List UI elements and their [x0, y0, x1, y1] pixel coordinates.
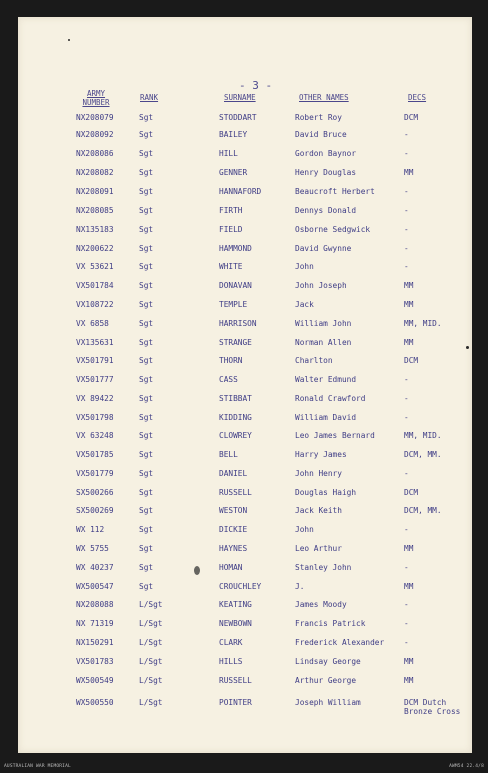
cell-rank: Sgt	[139, 488, 154, 497]
cell-other-names: Jack Keith	[295, 506, 342, 515]
cell-surname: STRANGE	[219, 338, 252, 347]
cell-army-number: WX500550	[76, 698, 114, 707]
cell-surname: WHITE	[219, 262, 243, 271]
cell-surname: HARRISON	[219, 319, 257, 328]
table-row	[18, 544, 472, 558]
cell-other-names: Leo Arthur	[295, 544, 342, 553]
cell-army-number: VX 53621	[76, 262, 114, 271]
page-number: - 3 -	[239, 79, 273, 92]
cell-army-number: VX501779	[76, 469, 114, 478]
cell-decorations: -	[404, 225, 409, 234]
cell-other-names: Francis Patrick	[295, 619, 366, 628]
table-row	[18, 130, 472, 144]
table-row	[18, 563, 472, 577]
cell-rank: Sgt	[139, 187, 154, 196]
cell-decorations: DCM Dutch Bronze Cross	[404, 698, 461, 716]
cell-army-number: WX 112	[76, 525, 105, 534]
cell-surname: NEWBOWN	[219, 619, 252, 628]
cell-rank: Sgt	[139, 506, 154, 515]
cell-rank: Sgt	[139, 582, 154, 591]
cell-surname: DONAVAN	[219, 281, 252, 290]
table-row	[18, 619, 472, 633]
table-row	[18, 225, 472, 239]
cell-decorations: -	[404, 469, 409, 478]
cell-surname: BELL	[219, 450, 238, 459]
cell-surname: BAILEY	[219, 130, 248, 139]
cell-army-number: VX501783	[76, 657, 114, 666]
cell-decorations: -	[404, 262, 409, 271]
cell-surname: POINTER	[219, 698, 252, 707]
cell-surname: FIRTH	[219, 206, 243, 215]
cell-rank: Sgt	[139, 225, 154, 234]
cell-rank: Sgt	[139, 149, 154, 158]
cell-other-names: Harry James	[295, 450, 347, 459]
cell-surname: KIDDING	[219, 413, 252, 422]
cell-decorations: MM	[404, 281, 414, 290]
cell-surname: TEMPLE	[219, 300, 248, 309]
cell-army-number: NX150291	[76, 638, 114, 647]
cell-army-number: VX 89422	[76, 394, 114, 403]
cell-decorations: DCM	[404, 356, 419, 365]
cell-decorations: MM	[404, 657, 414, 666]
cell-rank: L/Sgt	[139, 619, 163, 628]
cell-other-names: Douglas Haigh	[295, 488, 357, 497]
cell-other-names: James Moody	[295, 600, 347, 609]
table-row	[18, 506, 472, 520]
cell-rank: L/Sgt	[139, 698, 163, 707]
cell-army-number: NX208088	[76, 600, 114, 609]
cell-decorations: -	[404, 619, 409, 628]
table-row	[18, 281, 472, 295]
cell-other-names: Henry Douglas	[295, 168, 357, 177]
table-row	[18, 168, 472, 182]
header-other-names: OTHER NAMES	[299, 93, 349, 102]
cell-surname: RUSSELL	[219, 676, 252, 685]
cell-army-number: NX208085	[76, 206, 114, 215]
cell-army-number: VX 63248	[76, 431, 114, 440]
cell-surname: CASS	[219, 375, 238, 384]
cell-decorations: DCM, MM.	[404, 506, 442, 515]
cell-rank: Sgt	[139, 319, 154, 328]
table-row	[18, 375, 472, 389]
table-row	[18, 338, 472, 352]
cell-surname: STIBBAT	[219, 394, 252, 403]
cell-army-number: WX 5755	[76, 544, 109, 553]
cell-army-number: NX208092	[76, 130, 114, 139]
cell-rank: Sgt	[139, 431, 154, 440]
cell-decorations: -	[404, 187, 409, 196]
cell-army-number: VX 6858	[76, 319, 109, 328]
cell-other-names: John Henry	[295, 469, 342, 478]
cell-decorations: MM, MID.	[404, 431, 442, 440]
cell-decorations: -	[404, 413, 409, 422]
cell-army-number: NX208082	[76, 168, 114, 177]
cell-other-names: Norman Allen	[295, 338, 352, 347]
cell-other-names: Leo James Bernard	[295, 431, 375, 440]
table-row	[18, 244, 472, 258]
cell-other-names: John	[295, 262, 314, 271]
cell-army-number: SX500269	[76, 506, 114, 515]
cell-surname: DICKIE	[219, 525, 248, 534]
cell-surname: HILL	[219, 149, 238, 158]
cell-other-names: J.	[295, 582, 305, 591]
cell-rank: Sgt	[139, 130, 154, 139]
table-row	[18, 638, 472, 652]
cell-other-names: David Gwynne	[295, 244, 352, 253]
table-row	[18, 356, 472, 370]
cell-surname: THORN	[219, 356, 243, 365]
cell-army-number: NX200622	[76, 244, 114, 253]
cell-surname: CROUCHLEY	[219, 582, 262, 591]
cell-army-number: WX500549	[76, 676, 114, 685]
cell-decorations: MM	[404, 300, 414, 309]
cell-surname: HOMAN	[219, 563, 243, 572]
stain-mark	[68, 39, 70, 41]
cell-decorations: MM	[404, 676, 414, 685]
cell-army-number: VX501798	[76, 413, 114, 422]
cell-other-names: David Bruce	[295, 130, 347, 139]
cell-army-number: VX501785	[76, 450, 114, 459]
cell-army-number: VX108722	[76, 300, 114, 309]
cell-decorations: -	[404, 600, 409, 609]
cell-rank: Sgt	[139, 356, 154, 365]
table-row	[18, 525, 472, 539]
cell-decorations: DCM	[404, 488, 419, 497]
cell-army-number: VX501784	[76, 281, 114, 290]
cell-other-names: Frederick Alexander	[295, 638, 385, 647]
cell-other-names: Dennys Donald	[295, 206, 357, 215]
header-surname: SURNAME	[224, 93, 256, 102]
cell-army-number: SX500266	[76, 488, 114, 497]
cell-surname: CLOWREY	[219, 431, 252, 440]
table-row	[18, 600, 472, 614]
table-row	[18, 262, 472, 276]
footer-right: AWM54 22.4/8	[449, 764, 484, 769]
cell-rank: Sgt	[139, 113, 154, 122]
table-row	[18, 657, 472, 671]
cell-other-names: William John	[295, 319, 352, 328]
cell-decorations: MM	[404, 168, 414, 177]
cell-rank: Sgt	[139, 281, 154, 290]
cell-decorations: -	[404, 375, 409, 384]
cell-rank: Sgt	[139, 244, 154, 253]
cell-decorations: -	[404, 525, 409, 534]
cell-surname: KEATING	[219, 600, 252, 609]
header-army-number: ARMY NUMBER	[82, 89, 110, 107]
cell-rank: Sgt	[139, 525, 154, 534]
table-row	[18, 319, 472, 333]
cell-other-names: Walter Edmund	[295, 375, 357, 384]
cell-other-names: John	[295, 525, 314, 534]
cell-army-number: NX208091	[76, 187, 114, 196]
cell-decorations: -	[404, 563, 409, 572]
cell-army-number: VX135631	[76, 338, 114, 347]
cell-other-names: Arthur George	[295, 676, 357, 685]
cell-rank: Sgt	[139, 394, 154, 403]
cell-other-names: Beaucroft Herbert	[295, 187, 375, 196]
table-row	[18, 206, 472, 220]
cell-rank: Sgt	[139, 469, 154, 478]
cell-army-number: NX208086	[76, 149, 114, 158]
cell-army-number: WX 40237	[76, 563, 114, 572]
cell-other-names: Gordon Baynor	[295, 149, 357, 158]
cell-rank: Sgt	[139, 544, 154, 553]
table-row	[18, 469, 472, 483]
cell-other-names: William David	[295, 413, 357, 422]
cell-decorations: MM	[404, 338, 414, 347]
table-row	[18, 413, 472, 427]
cell-other-names: Charlton	[295, 356, 333, 365]
cell-other-names: Lindsay George	[295, 657, 361, 666]
cell-surname: HILLS	[219, 657, 243, 666]
table-row	[18, 676, 472, 690]
stain-mark	[194, 566, 200, 575]
table-row	[18, 450, 472, 464]
cell-rank: Sgt	[139, 168, 154, 177]
cell-army-number: VX501791	[76, 356, 114, 365]
footer-left: AUSTRALIAN WAR MEMORIAL	[4, 764, 71, 769]
cell-rank: Sgt	[139, 338, 154, 347]
table-row	[18, 149, 472, 163]
cell-surname: RUSSELL	[219, 488, 252, 497]
cell-decorations: MM	[404, 582, 414, 591]
table-row	[18, 431, 472, 445]
cell-decorations: -	[404, 394, 409, 403]
cell-army-number: VX501777	[76, 375, 114, 384]
cell-other-names: Robert Roy	[295, 113, 342, 122]
cell-army-number: NX 71319	[76, 619, 114, 628]
cell-decorations: -	[404, 130, 409, 139]
cell-army-number: NX208079	[76, 113, 114, 122]
cell-surname: HANNAFORD	[219, 187, 262, 196]
header-rank: RANK	[140, 93, 159, 102]
cell-decorations: -	[404, 638, 409, 647]
cell-surname: GENNER	[219, 168, 248, 177]
cell-other-names: John Joseph	[295, 281, 347, 290]
cell-rank: L/Sgt	[139, 600, 163, 609]
cell-other-names: Jack	[295, 300, 314, 309]
cell-decorations: MM	[404, 544, 414, 553]
cell-rank: Sgt	[139, 375, 154, 384]
header-decs: DECS	[408, 93, 427, 102]
table-row	[18, 113, 472, 127]
cell-army-number: WX500547	[76, 582, 114, 591]
cell-rank: Sgt	[139, 413, 154, 422]
cell-rank: L/Sgt	[139, 638, 163, 647]
cell-rank: Sgt	[139, 450, 154, 459]
table-row	[18, 187, 472, 201]
cell-rank: L/Sgt	[139, 676, 163, 685]
cell-surname: WESTON	[219, 506, 248, 515]
cell-rank: Sgt	[139, 300, 154, 309]
cell-surname: DANIEL	[219, 469, 248, 478]
cell-surname: CLARK	[219, 638, 243, 647]
table-row	[18, 698, 472, 716]
cell-decorations: -	[404, 206, 409, 215]
cell-other-names: Stanley John	[295, 563, 352, 572]
cell-surname: FIELD	[219, 225, 243, 234]
cell-other-names: Ronald Crawford	[295, 394, 366, 403]
cell-surname: HAMMOND	[219, 244, 252, 253]
cell-other-names: Joseph William	[295, 698, 361, 707]
cell-rank: Sgt	[139, 563, 154, 572]
cell-army-number: NX135183	[76, 225, 114, 234]
cell-decorations: MM, MID.	[404, 319, 442, 328]
cell-rank: Sgt	[139, 262, 154, 271]
table-row	[18, 582, 472, 596]
table-row	[18, 394, 472, 408]
cell-rank: L/Sgt	[139, 657, 163, 666]
cell-decorations: -	[404, 149, 409, 158]
cell-rank: Sgt	[139, 206, 154, 215]
cell-other-names: Osborne Sedgwick	[295, 225, 371, 234]
cell-decorations: DCM, MM.	[404, 450, 442, 459]
cell-decorations: -	[404, 244, 409, 253]
stain-mark	[466, 346, 469, 349]
cell-decorations: DCM	[404, 113, 419, 122]
cell-surname: STODDART	[219, 113, 257, 122]
table-row	[18, 300, 472, 314]
document-page	[18, 17, 472, 753]
table-row	[18, 488, 472, 502]
cell-surname: HAYNES	[219, 544, 248, 553]
